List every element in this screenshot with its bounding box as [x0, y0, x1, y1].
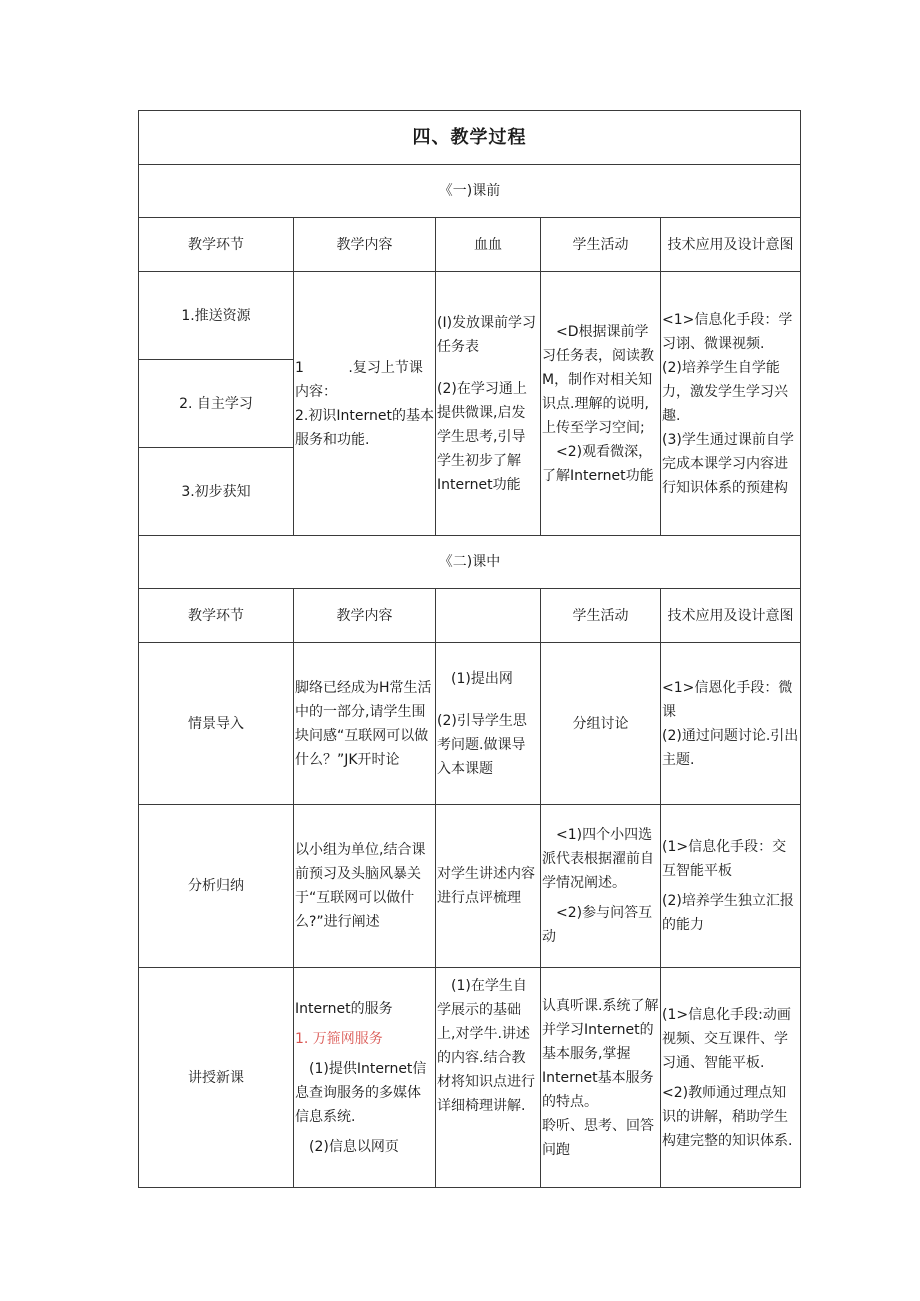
- content-text: 以小组为单位,结合课前预习及头脑风暴关于“互联网可以做什么?”进行阐述: [295, 842, 426, 930]
- teacher-activity-cell: [436, 272, 541, 536]
- teacher-activity-cell: [436, 643, 541, 805]
- teacher-activity-cell: [436, 968, 541, 1188]
- student-text: <D根据课前学习任务表，阅读教M，制作对相关知识点.理解的说明,上传至学习空间;: [542, 323, 654, 436]
- header-cell: 技术应用及设计意图: [661, 589, 801, 643]
- header-cell: 教学环节: [139, 589, 294, 643]
- stage-label: 2. 自主学习: [139, 360, 294, 448]
- stage-label: 1.推送资源: [139, 272, 294, 360]
- stage-label: 分析归纳: [139, 805, 294, 968]
- tech-cell: [661, 272, 801, 536]
- tech-text: (1>信息化手段:动画视频、交互课件、学习通、智能平板.: [662, 1006, 791, 1071]
- student-text: 认真听课.系统了解并学习Internet的基本服务,掌握Internet基本服务的特点。: [542, 997, 659, 1110]
- tech-text: (2)培养学生独立汇报的能力: [662, 893, 794, 933]
- tech-text: <1>信恩化手段：微课: [662, 679, 793, 720]
- teacher-text: (1)在学生自学展示的基础上,对学牛.讲述的内容.结合教材将知识点进行详细椅理讲解.: [437, 978, 535, 1114]
- tech-cell: [661, 968, 801, 1188]
- stage-label: 情景导入: [139, 643, 294, 805]
- section-row: [139, 165, 801, 218]
- teaching-process-table: [138, 110, 801, 1188]
- teacher-text: (I)发放课前学习任务表: [437, 314, 537, 355]
- header-cell: [436, 589, 541, 643]
- stage-label: 讲授新课: [139, 968, 294, 1188]
- table-row: [139, 272, 801, 360]
- table-row: [139, 643, 801, 805]
- teacher-text: 对学生讲述内容进行点评梳理: [437, 866, 535, 906]
- student-activity-cell: [541, 272, 661, 536]
- content-cell: [294, 272, 436, 536]
- header-row: [139, 589, 801, 643]
- student-text: 聆听、思考、回答问跑: [542, 1117, 654, 1158]
- tech-cell: [661, 643, 801, 805]
- section-label: 《一)课前: [139, 165, 801, 218]
- tech-text: (1>信息化手段：交互智能平板: [662, 839, 787, 879]
- header-cell: 技术应用及设计意图: [661, 218, 801, 272]
- header-cell: 血血: [436, 218, 541, 272]
- header-cell: 学生活动: [541, 589, 661, 643]
- content-text: 脚络已经成为H常生活中的一部分,请学生围块问感“互联网可以做什么？”JK开时论: [295, 679, 432, 768]
- content-cell: [294, 805, 436, 968]
- teacher-activity-cell: [436, 805, 541, 968]
- content-text: (2)信息以网页: [309, 1138, 399, 1155]
- student-text: 分组讨论: [572, 715, 629, 732]
- header-row: [139, 218, 801, 272]
- student-activity-cell: [541, 805, 661, 968]
- header-cell: 教学环节: [139, 218, 294, 272]
- tech-text: (3)学生通过课前自学完成本课学习内容进行知识体系的预建构: [662, 431, 794, 496]
- title-row: [139, 111, 801, 165]
- content-cell: [294, 643, 436, 805]
- student-text: <1)四个小四选派代表根据濯前自学情况阐述。: [542, 827, 654, 891]
- content-highlight-text: 1. 万箍网服务: [295, 1030, 383, 1047]
- tech-text: (2)培养学生自学能力，激发学生学习兴趣.: [662, 359, 788, 424]
- student-text: <2)观看微深，了解Internet功能: [542, 443, 654, 484]
- content-text: 1 .复习上节课内容：: [295, 359, 423, 400]
- table-title: 四、教学过程: [139, 111, 801, 165]
- tech-cell: [661, 805, 801, 968]
- teacher-text: (1)提出网: [451, 670, 513, 687]
- student-text: <2)参与问答互动: [542, 905, 653, 945]
- header-cell: 教学内容: [294, 589, 436, 643]
- content-cell: [294, 968, 436, 1188]
- student-activity-cell: [541, 643, 661, 805]
- header-cell: 学生活动: [541, 218, 661, 272]
- section-row: [139, 536, 801, 589]
- table-row: [139, 805, 801, 968]
- content-text: (1)提供Internet信息查询服务的多媒体信息系统.: [295, 1060, 427, 1125]
- section-label: 《二)课中: [139, 536, 801, 589]
- tech-text: <1>信息化手段：学习诩、微课视频.: [662, 311, 793, 352]
- table-row: [139, 968, 801, 1188]
- content-text: Internet的服务: [295, 1000, 393, 1017]
- student-activity-cell: [541, 968, 661, 1188]
- content-text: 2.初识Internet的基本服务和功能.: [295, 407, 434, 448]
- tech-text: (2)通过问题讨论.引出主题.: [662, 727, 799, 768]
- teacher-text: (2)在学习通上提供微课,启发学生思考,引导学生初步了解Internet功能: [437, 380, 527, 493]
- teacher-text: (2)引导学生思考问题.做课导入本课题: [437, 712, 527, 777]
- header-cell: 教学内容: [294, 218, 436, 272]
- stage-label: 3.初步获知: [139, 448, 294, 536]
- tech-text: <2)教师通过理点知识的讲解，稍助学生构建完整的知识体系.: [662, 1084, 793, 1149]
